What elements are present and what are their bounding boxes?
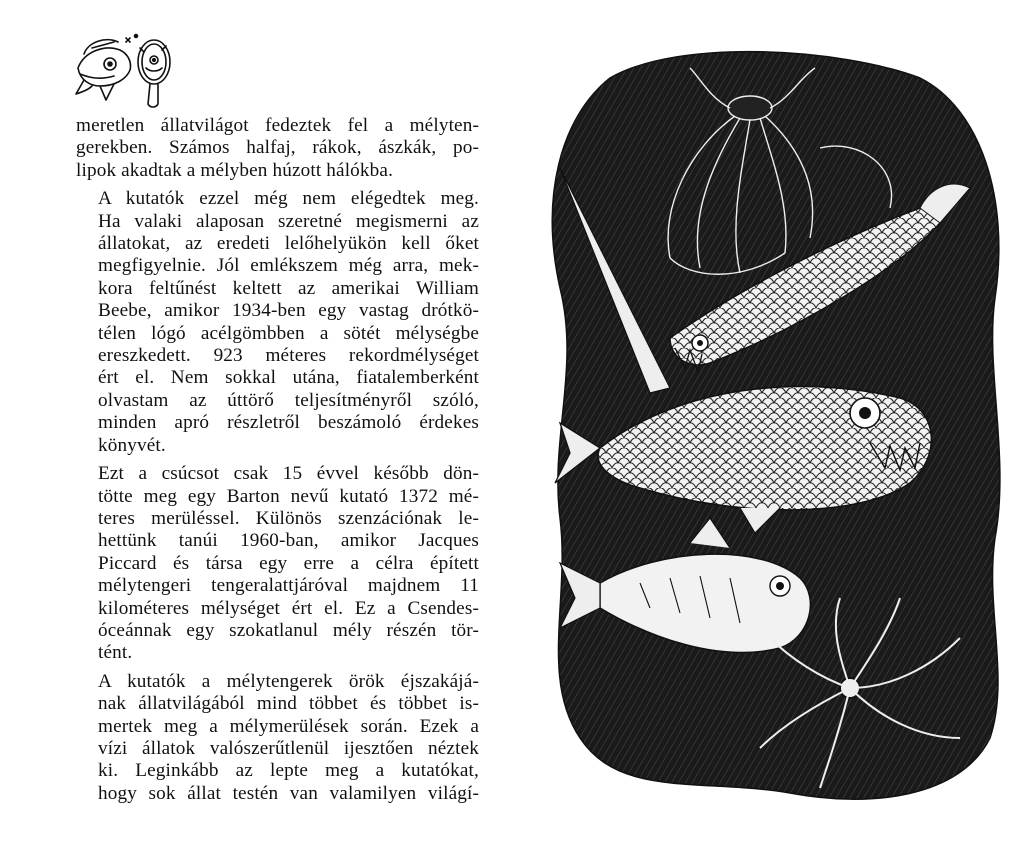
text-line: ki. Leginkább az lepte meg a kutatókat, — [98, 760, 479, 782]
text-line: tötte meg egy Barton nevű kutató 1372 mé- — [98, 485, 479, 507]
text-line: Ezt a csúcsot csak 15 évvel később dön- — [98, 463, 479, 485]
paragraph-4 — [76, 671, 479, 805]
text-line: kora feltűnést keltett az amerikai William — [98, 277, 479, 299]
text-line: mélytengeri tengeralattjáróval majdnem 11 — [98, 575, 479, 597]
text-line: lipok akadtak a mélyben húzott hálókba. — [76, 159, 394, 181]
text-line: Beebe, amikor 1934-ben egy vastag drótkö- — [98, 300, 479, 322]
deep-sea-fish-illustration-icon — [540, 38, 1005, 808]
text-line: teres merüléssel. Különös szenzációnak le- — [98, 507, 479, 529]
paragraph-1 — [76, 115, 479, 182]
text-line: óceánnak egy szokatlanul mély részén tör- — [98, 619, 479, 641]
paragraph-3 — [76, 463, 479, 665]
text-line: meretlen állatvilágot fedeztek fel a mélyten- — [76, 115, 479, 136]
text-line: állatokat, az eredeti lelőhelyükön kell őket — [98, 233, 479, 255]
text-line: olvastam az úttörő teljesítményről szóló, — [98, 389, 479, 411]
text-line: A kutatók a mélytengerek örök éjszakájá- — [98, 670, 479, 692]
text-line: kilométeres mélységet ért el. Ez a Csendes- — [98, 597, 479, 619]
text-line: Ha valaki alaposan szeretné megismerni az — [98, 210, 479, 232]
text-line: hogy sok állat testén van valamilyen világí- — [98, 782, 479, 804]
text-line: télen lógó acélgömbben a sötét mélységbe — [98, 322, 479, 344]
text-line: megfigyelnie. Jól emlékszem még arra, mek- — [98, 255, 479, 277]
text-line: könyvét. — [98, 434, 166, 456]
text-line: hettünk tanúi 1960-ban, amikor Jacques — [98, 530, 479, 552]
text-line: mertek meg a mélymerülések során. Ezek a — [98, 715, 479, 737]
text-line: gerekben. Számos halfaj, rákok, ászkák, po- — [76, 137, 479, 159]
text-line: vízi állatok valószerűtlenül ijesztően néztek — [98, 737, 479, 759]
text-line: minden apró részletről beszámoló érdekes — [98, 412, 479, 434]
fish-mirror-vignette-icon — [70, 28, 180, 110]
text-line: ereszkedett. 923 méteres rekordmélységet — [98, 345, 479, 367]
body-text — [76, 115, 479, 811]
text-line: tént. — [98, 642, 133, 664]
text-line: nak állatvilágából mind többet és többet is- — [98, 693, 479, 715]
text-line: Piccard és társa egy erre a célra épített — [98, 552, 479, 574]
paragraph-2 — [76, 188, 479, 457]
text-line: A kutatók ezzel még nem elégedtek meg. — [98, 188, 479, 210]
text-line: ért el. Nem sokkal utána, fiatalemberként — [98, 367, 479, 389]
